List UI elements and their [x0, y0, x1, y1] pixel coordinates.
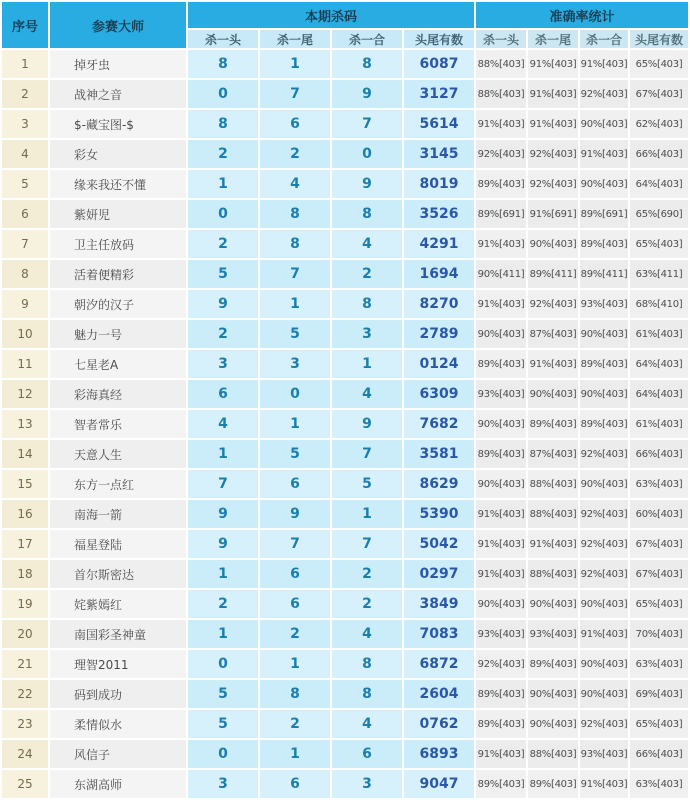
kill-tail-value: 6: [260, 590, 330, 618]
table-row: [2, 770, 688, 798]
acc-kill-head: 91%[403]: [476, 560, 526, 588]
acc-kill-head: 90%[403]: [476, 410, 526, 438]
row-index: 12: [2, 380, 48, 408]
subheader-acc-kill-head: 杀一头: [476, 30, 526, 48]
row-index: 19: [2, 590, 48, 618]
kill-head-value: 1: [188, 560, 258, 588]
kill-head-value: 0: [188, 80, 258, 108]
acc-kill-tail: 92%[403]: [528, 290, 578, 318]
row-index: 23: [2, 710, 48, 738]
table-row: [2, 170, 688, 198]
kill-tail-value: 2: [260, 710, 330, 738]
acc-kill-head: 91%[403]: [476, 290, 526, 318]
kill-head-value: 7: [188, 470, 258, 498]
acc-kill-tail: 90%[403]: [528, 680, 578, 708]
headtail-number: 0762: [404, 710, 474, 738]
headtail-number: 5614: [404, 110, 474, 138]
kill-tail-value: 9: [260, 500, 330, 528]
master-name: 智者常乐: [50, 410, 186, 438]
headtail-number: 3849: [404, 590, 474, 618]
headtail-number: 9047: [404, 770, 474, 798]
kill-sum-value: 7: [332, 440, 402, 468]
row-index: 7: [2, 230, 48, 258]
row-index: 4: [2, 140, 48, 168]
headtail-number: 7083: [404, 620, 474, 648]
acc-headtail: 65%[690]: [630, 200, 688, 228]
kill-sum-value: 9: [332, 170, 402, 198]
acc-kill-tail: 89%[403]: [528, 650, 578, 678]
kill-sum-value: 3: [332, 770, 402, 798]
col-header-master: 参赛大师: [50, 2, 186, 48]
table-row: [2, 440, 688, 468]
subheader-kill-tail: 杀一尾: [260, 30, 330, 48]
headtail-number: 5390: [404, 500, 474, 528]
acc-kill-head: 91%[403]: [476, 110, 526, 138]
kill-tail-value: 1: [260, 50, 330, 78]
table-row: [2, 140, 688, 168]
kill-tail-value: 8: [260, 230, 330, 258]
kill-head-value: 2: [188, 230, 258, 258]
master-name: 彩海真经: [50, 380, 186, 408]
kill-tail-value: 7: [260, 530, 330, 558]
acc-kill-head: 89%[403]: [476, 770, 526, 798]
headtail-number: 6872: [404, 650, 474, 678]
headtail-number: 3581: [404, 440, 474, 468]
row-index: 25: [2, 770, 48, 798]
master-name: 战神之音: [50, 80, 186, 108]
acc-kill-tail: 88%[403]: [528, 470, 578, 498]
kill-tail-value: 6: [260, 770, 330, 798]
kill-sum-value: 2: [332, 590, 402, 618]
kill-sum-value: 8: [332, 50, 402, 78]
row-index: 2: [2, 80, 48, 108]
acc-kill-sum: 93%[403]: [580, 740, 628, 768]
kill-head-value: 1: [188, 440, 258, 468]
acc-kill-head: 91%[403]: [476, 230, 526, 258]
acc-kill-tail: 90%[403]: [528, 710, 578, 738]
group-header-accuracy-stats: 准确率统计: [476, 2, 688, 28]
acc-kill-head: 88%[403]: [476, 80, 526, 108]
row-index: 13: [2, 410, 48, 438]
kill-tail-value: 2: [260, 140, 330, 168]
acc-kill-head: 91%[403]: [476, 740, 526, 768]
acc-headtail: 63%[411]: [630, 260, 688, 288]
acc-headtail: 70%[403]: [630, 620, 688, 648]
kill-tail-value: 1: [260, 410, 330, 438]
acc-headtail: 67%[403]: [630, 80, 688, 108]
table-header: [2, 2, 688, 48]
subheader-acc-kill-tail: 杀一尾: [528, 30, 578, 48]
acc-kill-sum: 92%[403]: [580, 440, 628, 468]
kill-sum-value: 8: [332, 650, 402, 678]
kill-tail-value: 7: [260, 80, 330, 108]
kill-tail-value: 8: [260, 680, 330, 708]
row-index: 10: [2, 320, 48, 348]
kill-sum-value: 4: [332, 620, 402, 648]
kill-tail-value: 6: [260, 470, 330, 498]
acc-kill-sum: 92%[403]: [580, 530, 628, 558]
kill-head-value: 9: [188, 500, 258, 528]
kill-tail-value: 0: [260, 380, 330, 408]
headtail-number: 6893: [404, 740, 474, 768]
table-row: [2, 50, 688, 78]
kill-tail-value: 8: [260, 200, 330, 228]
acc-kill-head: 90%[403]: [476, 590, 526, 618]
kill-tail-value: 1: [260, 290, 330, 318]
kill-tail-value: 6: [260, 560, 330, 588]
kill-head-value: 3: [188, 770, 258, 798]
acc-kill-sum: 92%[403]: [580, 80, 628, 108]
headtail-number: 3127: [404, 80, 474, 108]
acc-kill-sum: 89%[403]: [580, 350, 628, 378]
acc-kill-sum: 91%[403]: [580, 50, 628, 78]
kill-head-value: 0: [188, 740, 258, 768]
master-name: 彩女: [50, 140, 186, 168]
acc-kill-sum: 91%[403]: [580, 140, 628, 168]
kill-tail-value: 5: [260, 440, 330, 468]
acc-kill-sum: 91%[403]: [580, 770, 628, 798]
row-index: 3: [2, 110, 48, 138]
headtail-number: 3145: [404, 140, 474, 168]
kill-head-value: 5: [188, 260, 258, 288]
acc-kill-sum: 92%[403]: [580, 710, 628, 738]
row-index: 8: [2, 260, 48, 288]
kill-head-value: 9: [188, 530, 258, 558]
acc-kill-head: 89%[403]: [476, 710, 526, 738]
table-row: [2, 260, 688, 288]
table-row: [2, 650, 688, 678]
acc-kill-tail: 90%[403]: [528, 230, 578, 258]
acc-kill-sum: 92%[403]: [580, 500, 628, 528]
master-name: 七星老A: [50, 350, 186, 378]
acc-headtail: 63%[403]: [630, 470, 688, 498]
acc-kill-head: 89%[403]: [476, 440, 526, 468]
table-row: [2, 620, 688, 648]
table-row: [2, 200, 688, 228]
acc-headtail: 63%[403]: [630, 650, 688, 678]
master-name: 天意人生: [50, 440, 186, 468]
row-index: 1: [2, 50, 48, 78]
row-index: 15: [2, 470, 48, 498]
acc-headtail: 68%[410]: [630, 290, 688, 318]
row-index: 17: [2, 530, 48, 558]
acc-kill-tail: 89%[411]: [528, 260, 578, 288]
acc-kill-tail: 93%[403]: [528, 620, 578, 648]
master-name: 首尔斯密达: [50, 560, 186, 588]
headtail-number: 6309: [404, 380, 474, 408]
acc-kill-head: 88%[403]: [476, 50, 526, 78]
kill-head-value: 8: [188, 110, 258, 138]
row-index: 5: [2, 170, 48, 198]
kill-head-value: 1: [188, 620, 258, 648]
acc-kill-sum: 90%[403]: [580, 380, 628, 408]
acc-kill-head: 90%[411]: [476, 260, 526, 288]
table-row: [2, 410, 688, 438]
acc-headtail: 60%[403]: [630, 500, 688, 528]
table-row: [2, 350, 688, 378]
subheader-kill-sum: 杀一合: [332, 30, 402, 48]
kill-sum-value: 9: [332, 80, 402, 108]
acc-kill-tail: 88%[403]: [528, 500, 578, 528]
headtail-number: 5042: [404, 530, 474, 558]
master-name: 活着便精彩: [50, 260, 186, 288]
table-row: [2, 680, 688, 708]
acc-headtail: 64%[403]: [630, 170, 688, 198]
headtail-number: 3526: [404, 200, 474, 228]
acc-kill-sum: 90%[403]: [580, 320, 628, 348]
acc-kill-head: 92%[403]: [476, 650, 526, 678]
acc-kill-sum: 89%[411]: [580, 260, 628, 288]
acc-kill-sum: 93%[403]: [580, 290, 628, 318]
row-index: 14: [2, 440, 48, 468]
master-name: 风信子: [50, 740, 186, 768]
subheader-kill-head: 杀一头: [188, 30, 258, 48]
kill-sum-value: 7: [332, 530, 402, 558]
acc-kill-tail: 92%[403]: [528, 140, 578, 168]
acc-kill-head: 89%[403]: [476, 170, 526, 198]
kill-head-value: 3: [188, 350, 258, 378]
kill-tail-value: 7: [260, 260, 330, 288]
kill-head-value: 2: [188, 320, 258, 348]
kill-head-value: 5: [188, 710, 258, 738]
headtail-number: 8019: [404, 170, 474, 198]
master-name: 姹紫嫣红: [50, 590, 186, 618]
master-name: 掉牙虫: [50, 50, 186, 78]
acc-kill-head: 89%[403]: [476, 350, 526, 378]
headtail-number: 2604: [404, 680, 474, 708]
kill-head-value: 8: [188, 50, 258, 78]
table-row: [2, 320, 688, 348]
row-index: 9: [2, 290, 48, 318]
row-index: 11: [2, 350, 48, 378]
headtail-number: 6087: [404, 50, 474, 78]
acc-headtail: 64%[403]: [630, 350, 688, 378]
acc-kill-sum: 90%[403]: [580, 650, 628, 678]
kill-tail-value: 2: [260, 620, 330, 648]
acc-kill-head: 89%[403]: [476, 680, 526, 708]
acc-kill-tail: 91%[403]: [528, 80, 578, 108]
master-name: 理智2011: [50, 650, 186, 678]
master-name: 朝汐的汉子: [50, 290, 186, 318]
col-header-index: 序号: [2, 2, 48, 48]
acc-kill-tail: 88%[403]: [528, 740, 578, 768]
master-name: 魅力一号: [50, 320, 186, 348]
table-row: [2, 740, 688, 768]
kill-head-value: 4: [188, 410, 258, 438]
acc-headtail: 69%[403]: [630, 680, 688, 708]
acc-headtail: 66%[403]: [630, 440, 688, 468]
table-row: [2, 560, 688, 588]
kill-head-value: 5: [188, 680, 258, 708]
acc-headtail: 65%[403]: [630, 710, 688, 738]
kill-head-value: 1: [188, 170, 258, 198]
master-name: 码到成功: [50, 680, 186, 708]
row-index: 24: [2, 740, 48, 768]
headtail-number: 8629: [404, 470, 474, 498]
row-index: 16: [2, 500, 48, 528]
acc-kill-head: 91%[403]: [476, 500, 526, 528]
kill-sum-value: 5: [332, 470, 402, 498]
acc-headtail: 62%[403]: [630, 110, 688, 138]
master-name: 紫妍児: [50, 200, 186, 228]
acc-kill-tail: 91%[403]: [528, 350, 578, 378]
table-row: [2, 710, 688, 738]
table-row: [2, 110, 688, 138]
table-row: [2, 80, 688, 108]
acc-kill-sum: 90%[403]: [580, 170, 628, 198]
headtail-number: 0297: [404, 560, 474, 588]
kill-sum-value: 4: [332, 710, 402, 738]
master-name: 东方一点红: [50, 470, 186, 498]
headtail-number: 8270: [404, 290, 474, 318]
kill-tail-value: 3: [260, 350, 330, 378]
acc-headtail: 65%[403]: [630, 230, 688, 258]
acc-kill-head: 90%[403]: [476, 470, 526, 498]
kill-sum-value: 7: [332, 110, 402, 138]
kill-sum-value: 9: [332, 410, 402, 438]
subheader-headtail-number: 头尾有数: [404, 30, 474, 48]
table-row: [2, 230, 688, 258]
kill-sum-value: 1: [332, 350, 402, 378]
acc-headtail: 65%[403]: [630, 50, 688, 78]
headtail-number: 7682: [404, 410, 474, 438]
acc-kill-tail: 90%[403]: [528, 590, 578, 618]
acc-headtail: 66%[403]: [630, 140, 688, 168]
kill-tail-value: 1: [260, 650, 330, 678]
acc-kill-sum: 90%[403]: [580, 110, 628, 138]
kill-head-value: 6: [188, 380, 258, 408]
acc-kill-tail: 87%[403]: [528, 320, 578, 348]
kill-sum-value: 4: [332, 380, 402, 408]
table-body: [2, 50, 688, 798]
group-header-current-kill: 本期杀码: [188, 2, 474, 28]
kill-sum-value: 0: [332, 140, 402, 168]
kill-head-value: 0: [188, 200, 258, 228]
row-index: 6: [2, 200, 48, 228]
kill-sum-value: 1: [332, 500, 402, 528]
acc-headtail: 61%[403]: [630, 410, 688, 438]
acc-kill-tail: 89%[403]: [528, 770, 578, 798]
headtail-number: 4291: [404, 230, 474, 258]
kill-head-value: 2: [188, 590, 258, 618]
acc-kill-sum: 90%[403]: [580, 590, 628, 618]
headtail-number: 1694: [404, 260, 474, 288]
kill-head-value: 9: [188, 290, 258, 318]
row-index: 21: [2, 650, 48, 678]
subheader-acc-kill-sum: 杀一合: [580, 30, 628, 48]
acc-kill-head: 93%[403]: [476, 620, 526, 648]
acc-kill-tail: 91%[403]: [528, 530, 578, 558]
acc-kill-tail: 91%[691]: [528, 200, 578, 228]
table-row: [2, 290, 688, 318]
kill-tail-value: 5: [260, 320, 330, 348]
master-name: 南海一箭: [50, 500, 186, 528]
kill-head-value: 2: [188, 140, 258, 168]
acc-kill-tail: 87%[403]: [528, 440, 578, 468]
acc-kill-head: 91%[403]: [476, 530, 526, 558]
headtail-number: 2789: [404, 320, 474, 348]
row-index: 18: [2, 560, 48, 588]
kill-sum-value: 8: [332, 290, 402, 318]
acc-kill-tail: 89%[403]: [528, 410, 578, 438]
acc-headtail: 61%[403]: [630, 320, 688, 348]
kill-tail-value: 4: [260, 170, 330, 198]
table-row: [2, 380, 688, 408]
acc-kill-sum: 89%[691]: [580, 200, 628, 228]
acc-kill-head: 90%[403]: [476, 320, 526, 348]
kill-tail-value: 6: [260, 110, 330, 138]
acc-kill-head: 93%[403]: [476, 380, 526, 408]
acc-headtail: 64%[403]: [630, 380, 688, 408]
subheader-acc-headtail: 头尾有数: [630, 30, 688, 48]
acc-kill-tail: 90%[403]: [528, 380, 578, 408]
table-row: [2, 500, 688, 528]
row-index: 22: [2, 680, 48, 708]
kill-tail-value: 1: [260, 740, 330, 768]
kill-sum-value: 8: [332, 200, 402, 228]
acc-kill-tail: 91%[403]: [528, 50, 578, 78]
table-row: [2, 470, 688, 498]
acc-kill-tail: 91%[403]: [528, 110, 578, 138]
acc-kill-sum: 89%[403]: [580, 230, 628, 258]
acc-kill-sum: 90%[403]: [580, 470, 628, 498]
master-name: $-藏宝图-$: [50, 110, 186, 138]
kill-sum-value: 4: [332, 230, 402, 258]
table-row: [2, 530, 688, 558]
table-row: [2, 590, 688, 618]
master-name: 东湖高师: [50, 770, 186, 798]
acc-headtail: 65%[403]: [630, 590, 688, 618]
headtail-number: 0124: [404, 350, 474, 378]
acc-kill-sum: 92%[403]: [580, 560, 628, 588]
master-name: 福星登陆: [50, 530, 186, 558]
kill-sum-value: 8: [332, 680, 402, 708]
master-name: 柔情似水: [50, 710, 186, 738]
acc-kill-head: 89%[691]: [476, 200, 526, 228]
acc-kill-tail: 92%[403]: [528, 170, 578, 198]
acc-kill-tail: 88%[403]: [528, 560, 578, 588]
kill-sum-value: 6: [332, 740, 402, 768]
acc-kill-sum: 89%[403]: [580, 410, 628, 438]
kill-sum-value: 2: [332, 260, 402, 288]
acc-headtail: 66%[403]: [630, 740, 688, 768]
master-name: 卫主任放码: [50, 230, 186, 258]
row-index: 20: [2, 620, 48, 648]
acc-kill-head: 92%[403]: [476, 140, 526, 168]
kill-sum-value: 3: [332, 320, 402, 348]
acc-kill-sum: 91%[403]: [580, 620, 628, 648]
master-name: 南国彩圣神童: [50, 620, 186, 648]
master-name: 缘来我还不懂: [50, 170, 186, 198]
kill-sum-value: 2: [332, 560, 402, 588]
acc-headtail: 63%[403]: [630, 770, 688, 798]
acc-headtail: 67%[403]: [630, 560, 688, 588]
acc-headtail: 67%[403]: [630, 530, 688, 558]
kill-head-value: 0: [188, 650, 258, 678]
acc-kill-sum: 90%[403]: [580, 680, 628, 708]
